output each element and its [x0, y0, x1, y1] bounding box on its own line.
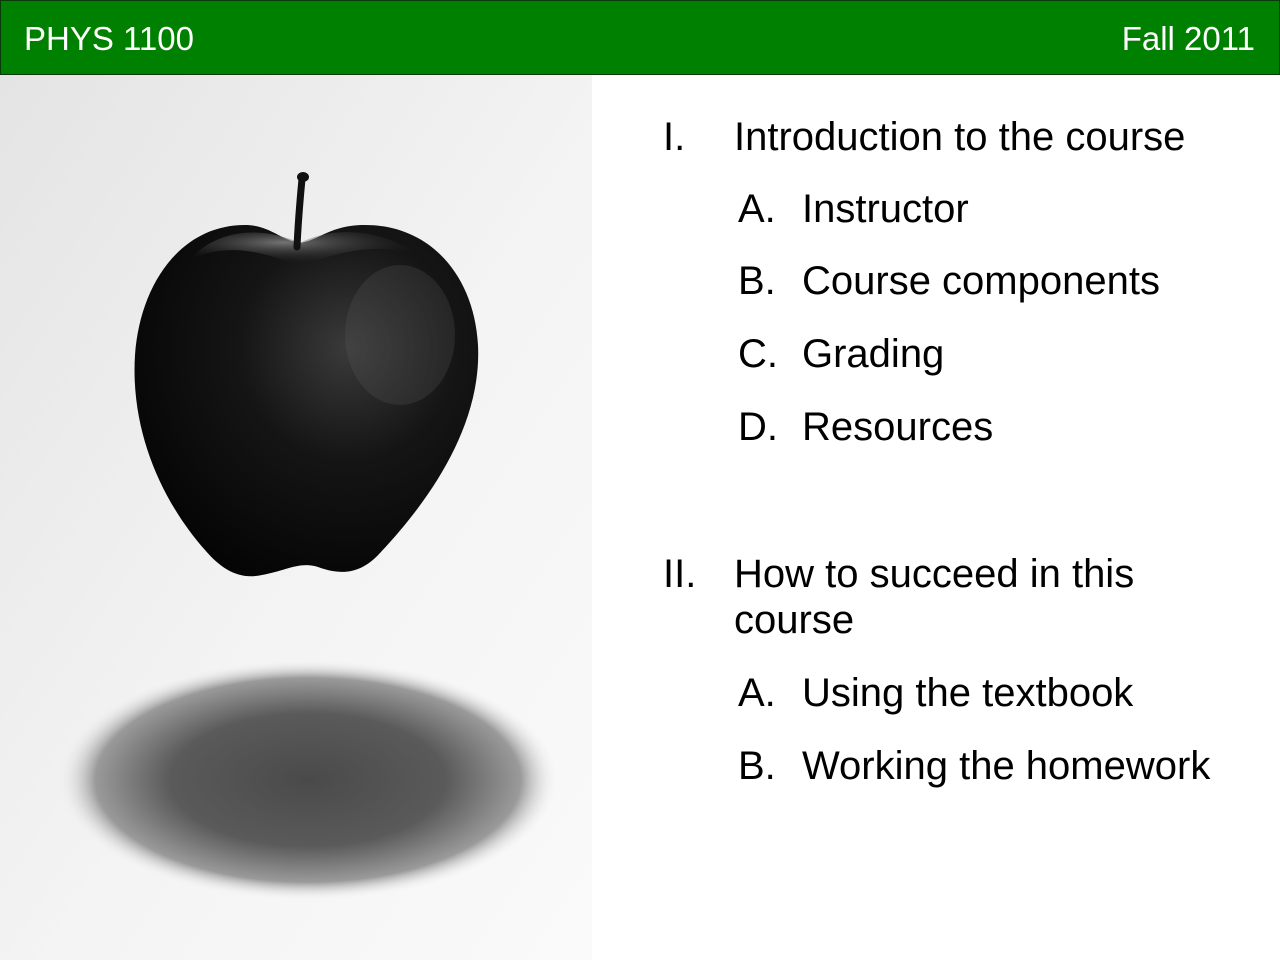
- outline-subitem-1b: Course components: [802, 259, 1160, 303]
- outline-item-1: Introduction to the course: [734, 115, 1186, 159]
- outline-letter-2b: B.: [738, 744, 776, 788]
- outline-letter-2a: A.: [738, 671, 776, 715]
- outline-letter-1d: D.: [738, 405, 778, 449]
- outline-subitem-1d: Resources: [802, 405, 994, 449]
- term-label: Fall 2011: [1121, 20, 1255, 57]
- outline-numeral-1: I.: [663, 115, 686, 159]
- outline-letter-1c: C.: [738, 332, 778, 376]
- outline-item-2-line1: How to succeed in this: [734, 552, 1135, 596]
- outline-subitem-1c: Grading: [802, 332, 945, 376]
- course-code: PHYS 1100: [24, 20, 194, 57]
- outline-subitem-1a: Instructor: [802, 187, 969, 231]
- outline-letter-1a: A.: [738, 187, 776, 231]
- outline-numeral-2: II.: [663, 552, 697, 596]
- outline-subitem-2b: Working the homework: [802, 744, 1211, 788]
- outline-letter-1b: B.: [738, 259, 776, 303]
- outline-item-2-line2: course: [734, 598, 855, 642]
- outline-subitem-2a: Using the textbook: [802, 671, 1134, 715]
